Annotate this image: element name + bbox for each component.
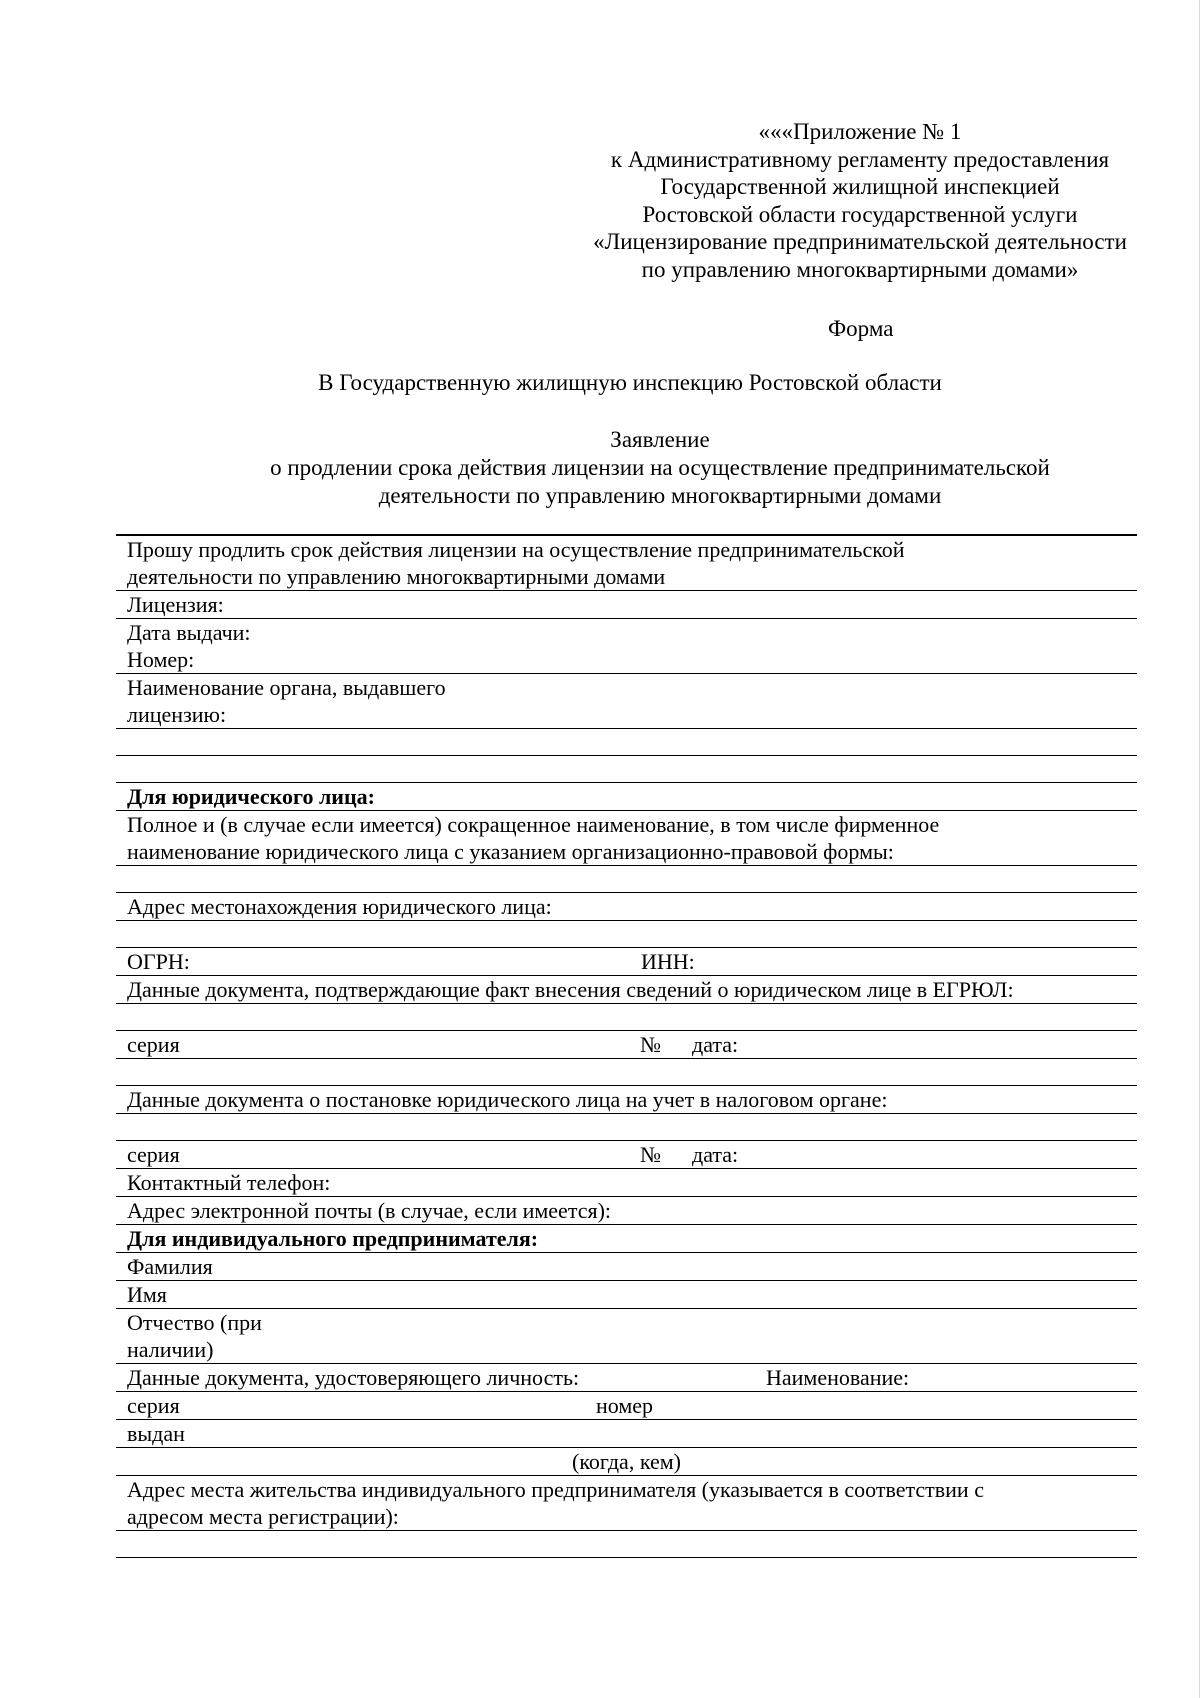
when-by-whom-label: (когда, кем) [572,1449,681,1474]
legal-entity-heading-row [116,783,1137,811]
residence-row [116,1476,1137,1531]
date-label: дата: [692,1142,739,1167]
issue-number-row [116,619,1137,674]
residence-label: Адрес места жительства индивидуального предпринимателя (указывается в соответствии с [127,1477,984,1502]
issued-label: выдан [127,1421,185,1446]
license-row [116,591,1137,619]
identity-doc-label: Данные документа, удостоверяющего личность: [127,1365,580,1390]
email-label: Адрес электронной почты (в случае, если имеется): [127,1198,612,1223]
title-line: деятельности по управлению многоквартирными домами [378,483,942,508]
license-label: Лицензия: [127,592,224,617]
title-line: о продлении срока действия лицензии на осуществление предпринимательской [270,455,1050,480]
blank-row [116,866,1137,893]
date-label: дата: [692,1032,739,1057]
phone-row [116,1169,1137,1197]
inn-label: ИНН: [641,949,695,974]
request-text: Прошу продлить срок действия лицензии на осуществление предпринимательской [127,537,905,562]
name-label: Имя [127,1282,167,1307]
form-label: Форма [828,316,894,341]
issuer-row [116,674,1137,729]
document-title [215,426,1105,510]
number-label: Номер: [127,647,195,672]
number-word-label: номер [596,1393,654,1418]
patronymic-row [116,1309,1137,1364]
issuer-label: лицензию: [127,702,227,727]
ip-heading-row [116,1225,1137,1253]
full-name-row [116,811,1137,866]
appendix-line: к Административному регламенту предоставления [610,146,1110,172]
tax-series-row [116,1141,1137,1169]
tax-doc-label: Данные документа о постановке юридического лица на учет в налоговом органе: [127,1087,888,1112]
blank-row [116,1114,1137,1141]
legal-entity-heading: Для юридического лица: [127,784,375,809]
surname-label: Фамилия [127,1254,213,1279]
ip-heading: Для индивидуального предпринимателя: [127,1226,539,1251]
blank-row [116,921,1137,948]
full-name-label: наименование юридического лица с указанием организационно-правовой формы: [127,839,894,864]
blank-row [116,1531,1137,1558]
when-by-whom-row [116,1448,1137,1476]
number-sign: № [640,1032,661,1057]
appendix-line: «««Приложение № 1 [758,119,962,144]
blank-row [116,1059,1137,1086]
full-name-label: Полное и (в случае если имеется) сокращенное наименование, в том числе фирменное [127,812,940,837]
phone-label: Контактный телефон: [127,1170,331,1195]
tax-doc-row [116,1086,1137,1114]
series-label: серия [127,1032,180,1057]
series-label: серия [127,1142,180,1167]
blank-row [116,729,1137,756]
doc-name-label: Наименование: [766,1365,910,1390]
addressee: В Государственную жилищную инспекцию Ростовской области [318,370,942,395]
request-text: деятельности по управлению многоквартирными домами [127,564,666,589]
appendix-line: «Лицензирование предпринимательской деятельности [593,229,1127,254]
appendix-line: Государственной жилищной инспекцией [660,174,1060,199]
series-label: серия [127,1393,180,1418]
identity-series-row [116,1392,1137,1420]
patronymic-label: наличии) [127,1337,214,1362]
request-row [116,534,1137,591]
legal-address-row [116,893,1137,921]
identity-doc-row [116,1364,1137,1392]
issuer-label: Наименование органа, выдавшего [127,675,446,700]
ogrn-label: ОГРН: [127,949,190,974]
egrul-doc-label: Данные документа, подтверждающие факт внесения сведений о юридическом лице в ЕГРЮЛ: [127,977,1014,1002]
surname-row [116,1253,1137,1281]
ogrn-inn-row [116,948,1137,976]
email-row [116,1197,1137,1225]
patronymic-label: Отчество (при [127,1310,262,1335]
application-form [116,534,1137,1558]
blank-row [116,1004,1137,1031]
appendix-line: по управлению многоквартирными домами» [641,256,1079,282]
name-row [116,1281,1137,1309]
issue-date-label: Дата выдачи: [127,620,251,645]
issued-row [116,1420,1137,1448]
egrul-series-row [116,1031,1137,1059]
egrul-doc-row [116,976,1137,1004]
appendix-header [560,118,1160,283]
number-sign: № [640,1142,661,1167]
title-line: Заявление [610,427,710,452]
blank-row [116,756,1137,783]
appendix-line: Ростовской области государственной услуги [642,201,1078,227]
legal-address-label: Адрес местонахождения юридического лица: [127,894,552,919]
residence-label: адресом места регистрации): [127,1504,399,1529]
